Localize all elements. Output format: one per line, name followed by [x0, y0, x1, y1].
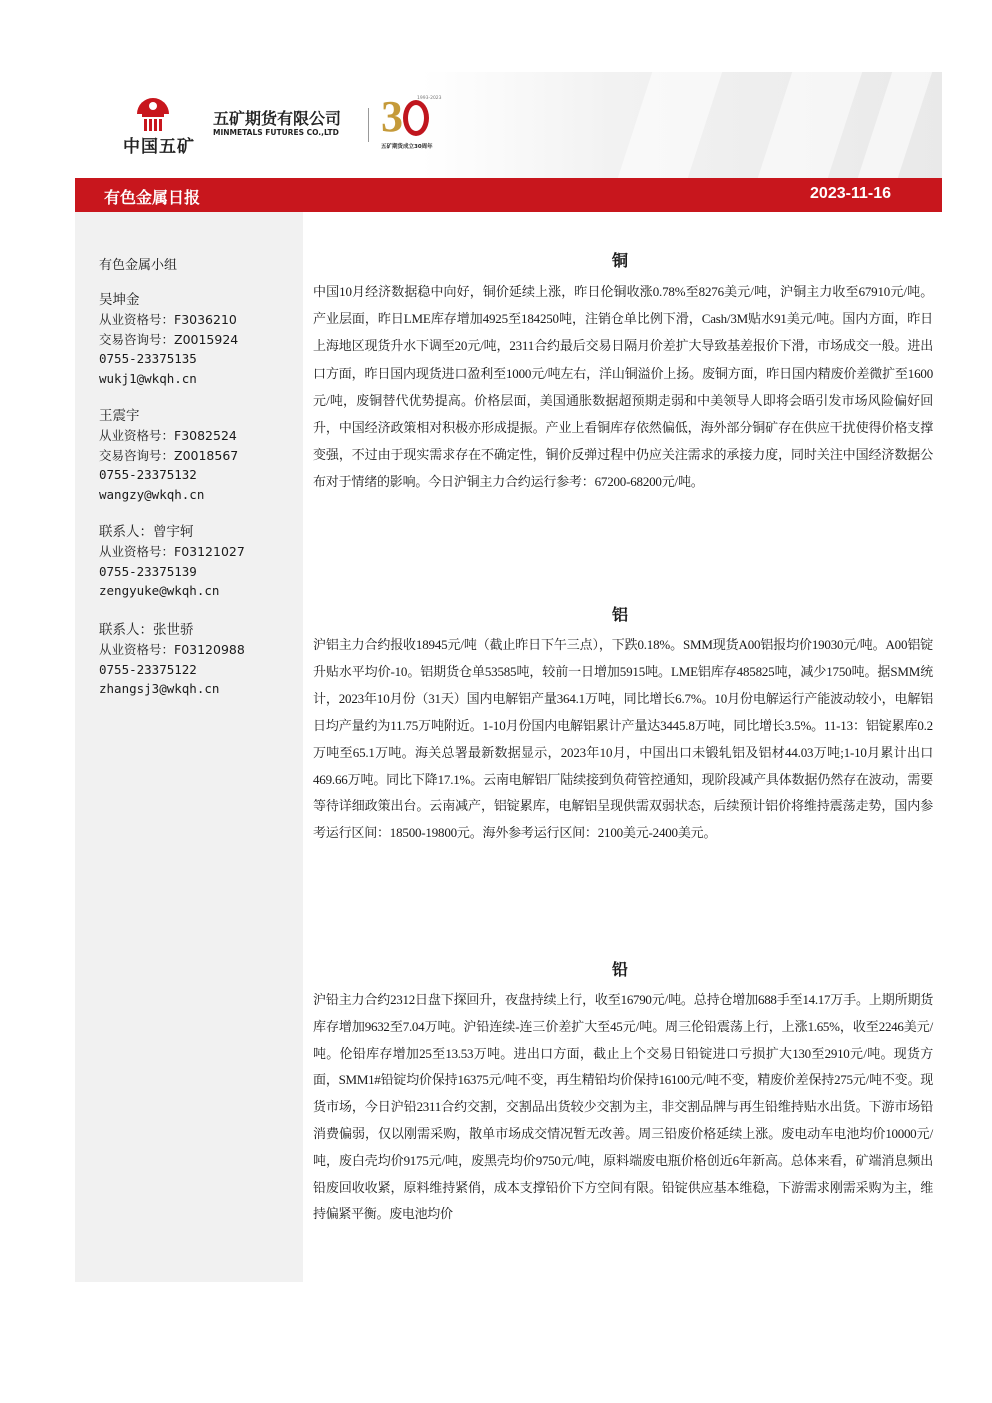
contact-license: 从业资格号：F03120988	[99, 642, 245, 657]
contact-phone: 0755-23375135	[99, 351, 197, 366]
company-name-cn: 五矿期货有限公司	[213, 109, 342, 128]
report-date: 2023-11-16	[810, 185, 891, 202]
contact-phone: 0755-23375139	[99, 563, 197, 579]
contact-phone: 0755-23375122	[99, 661, 197, 677]
company-name-en: MINMETALS FUTURES CO.,LTD	[213, 128, 339, 137]
anniversary-years: 1993-2023	[417, 96, 442, 101]
contact-email[interactable]: wukj1@wkqh.cn	[99, 370, 197, 386]
report-title: 有色金属日报	[104, 188, 201, 207]
contact-phone: 0755-23375132	[99, 467, 197, 482]
contact-email[interactable]: zhangsj3@wkqh.cn	[99, 681, 220, 696]
contact-card	[99, 522, 299, 601]
anniversary-logo	[381, 90, 445, 152]
contact-email[interactable]: zengyuke@wkqh.cn	[99, 583, 220, 598]
team-name: 有色金属小组	[99, 258, 178, 273]
section-title-lead: 铅	[612, 960, 629, 979]
contact-card	[99, 406, 299, 504]
contact-name: 王震宇	[99, 408, 140, 424]
contact-license: 从业资格号：F3082524	[99, 428, 237, 443]
section-body-aluminum: 沪铝主力合约报收18945元/吨（截止昨日下午三点），下跌0.18%。SMM现货A00铝报均价19030元/吨。A00铝锭升贴水平均价-10。铝期货仓单53585吨，较前一日增加5915吨。LME铝库存485825吨，减少1750吨。据SMM统计，2023年10月份（31天）国内电解铝产量364.1万吨，同比增长6.7%。10月份电解运行产能波动较小，电解铝日均产量约为11.75万吨附近。1-10月份国内电解铝累计产量达3445.8万吨，同比增长3.5%。11-13：铝锭累库0.2万吨至65.1万吨。海关总署最新数据显示，2023年10月，中国出口未锻轧铝及铝材44.03万吨;1-10月累计出口469.66万吨。同比下降17.1%。云南电解铝厂陆续接到负荷管控通知，现阶段减产具体数据仍然存在波动，需要等待详细政策出台。云南减产，铝锭累库，电解铝呈现供需双弱状态，后续预计铝价将维持震荡走势，国内参考运行区间：18500-19800元。海外参考运行区间：2100美元-2400美元。	[313, 637, 933, 841]
contact-name: 联系人：曾宇轲	[99, 524, 194, 540]
contact-license: 从业资格号：F3036210	[99, 312, 237, 327]
section-body-lead: 沪铅主力合约2312日盘下探回升，夜盘持续上行，收至16790元/吨。总持仓增加688手至14.17万手。上期所期货库存增加9632至7.04万吨。沪铅连续-连三价差扩大至45元/吨。周三伦铅震荡上行，上涨1.65%，收至2246美元/吨。伦铅库存增加25至13.53万吨。进出口方面，截止上个交易日铅锭进口亏损扩大130至2910元/吨。现货方面，SMM1#铅锭均价保持16375元/吨不变，再生精铅均价保持16100元/吨不变，精废价差保持275元/吨不变。现货市场，今日沪铅2311合约交割，交割品出货较少交割为主，非交割品牌与再生铅维持贴水出货。下游市场铅消费偏弱，仅以刚需采购，散单市场成交情况暂无改善。周三铅废价格延续上涨。废电动车电池均价10000元/吨，废白壳均价9175元/吨，废黑壳均价9750元/吨，原料端废电瓶价格创近6年新高。总体来看，矿端消息频出铅废回收收紧，原料维持紧俏，成本支撑铅价下方空间有限。铅锭供应基本维稳，下游需求刚需采购为主，维持偏紧平衡。废电池均价	[313, 992, 933, 1222]
anniversary-number: 3	[381, 92, 403, 141]
contact-advisory-id: 交易咨询号：Z0015924	[99, 331, 239, 347]
contact-name: 吴坤金	[99, 292, 140, 308]
header-separator	[368, 108, 369, 142]
section-title-aluminum: 铝	[612, 605, 629, 624]
section-title-copper: 铜	[612, 251, 629, 270]
report-header	[75, 72, 942, 178]
contact-advisory-id: 交易咨询号：Z0018567	[99, 447, 239, 463]
minmetals-logo-icon	[133, 94, 173, 134]
section-body-copper: 中国10月经济数据稳中向好，铜价延续上涨，昨日伦铜收涨0.78%至8276美元/吨，沪铜主力收至67910元/吨。产业层面，昨日LME库存增加4925至184250吨，注销仓单比例下滑，Cash/3M贴水91美元/吨。国内方面，昨日上海地区现货升水下调至20元/吨，2311合约最后交易日隔月价差扩大导致基差报价下滑，市场成交一般。进出口方面，昨日国内现货进口盈利至1000元/吨左右，洋山铜溢价上扬。废铜方面，昨日国内精废价差微扩至1600元/吨，废铜替代优势提高。价格层面，美国通胀数据超预期走弱和中美领导人即将会晤引发市场风险偏好回升，中国经济政策相对积极亦形成提振。产业上看铜库存依然偏低，海外部分铜矿存在供应干扰使得价格支撑变强，不过由于现实需求存在不确定性，铜价反弹过程中仍应关注需求的承接力度，同时关注中国经济数据公布对于情绪的影响。今日沪铜主力合约运行参考：67200-68200元/吨。	[313, 284, 933, 490]
contact-card	[99, 620, 299, 699]
logo-text: 中国五矿	[123, 137, 195, 157]
anniversary-caption: 五矿期货成立30周年	[381, 144, 433, 150]
contact-name: 联系人：张世骄	[99, 622, 194, 638]
contact-email[interactable]: wangzy@wkqh.cn	[99, 486, 205, 502]
report-title-banner	[75, 178, 942, 212]
anniversary-zero-ring-icon	[403, 100, 429, 136]
contact-card	[99, 290, 299, 388]
contact-license: 从业资格号：F03121027	[99, 544, 245, 559]
analyst-sidebar	[75, 212, 303, 1282]
